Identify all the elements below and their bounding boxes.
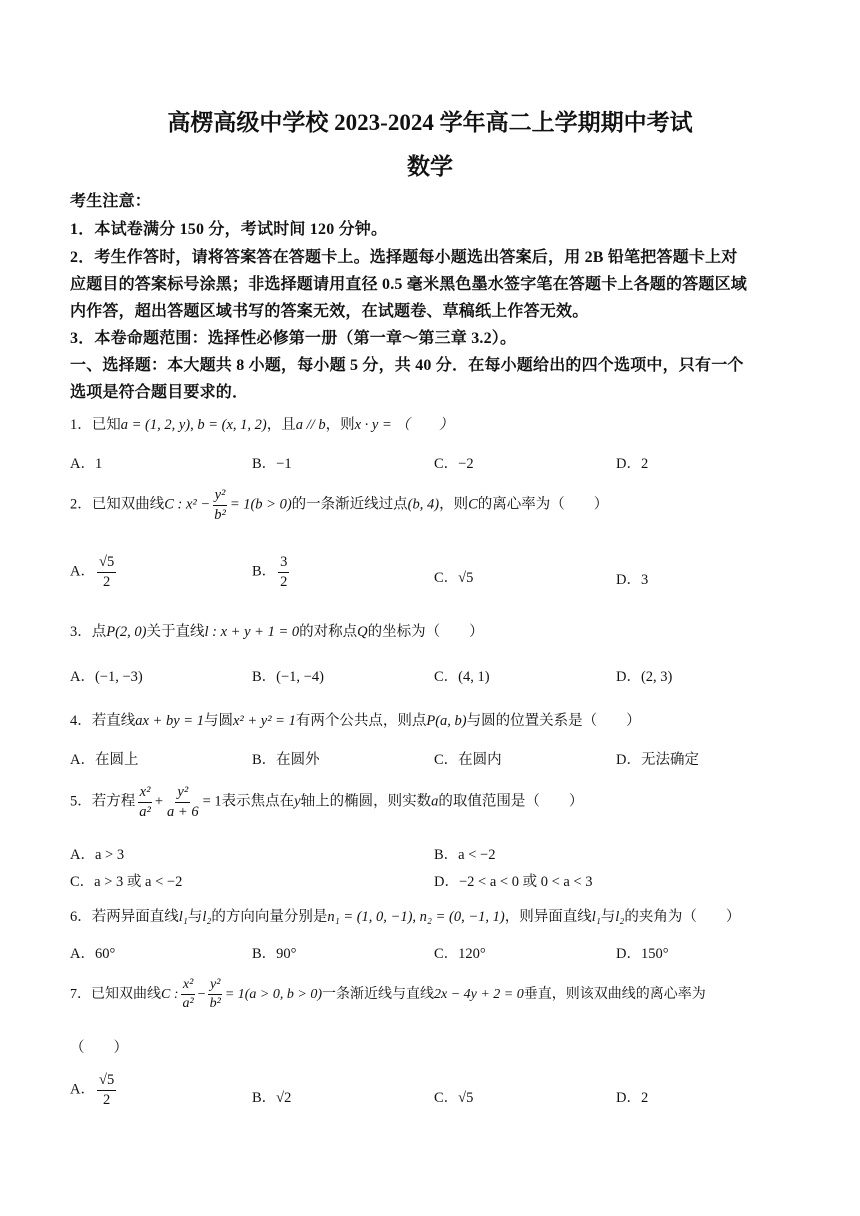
q3-option-a: A．(−1, −3) bbox=[70, 669, 143, 685]
q6-option-b: B．90° bbox=[252, 946, 297, 962]
q1-option-b: B．−1 bbox=[252, 456, 292, 472]
q5-option-c: C．a > 3 或 a < −2 bbox=[70, 874, 183, 890]
q4-tail: 有两个公共点，则点 bbox=[295, 713, 427, 729]
q5-mid: 表示焦点在 bbox=[221, 793, 295, 810]
q5-fraction-1 bbox=[137, 784, 153, 820]
q7-fraction-2 bbox=[208, 977, 223, 1012]
q1-option-a: A．1 bbox=[70, 456, 103, 472]
q7-end: 垂直，则该双曲线的离心率为 bbox=[523, 986, 706, 1002]
q5-frac1-den: a² bbox=[139, 803, 151, 820]
q3-end: 的坐标为（ ） bbox=[367, 624, 484, 640]
q5-frac1-num: x² bbox=[138, 784, 153, 803]
q2-option-a-den: 2 bbox=[102, 573, 111, 590]
notice-item-1: 1．本试卷满分 150 分，考试时间 120 分钟。 bbox=[70, 221, 388, 238]
q7-option-a-den: 2 bbox=[102, 1091, 111, 1108]
q2-tail: ，则 bbox=[439, 496, 469, 513]
q3-q: Q bbox=[357, 624, 368, 640]
q4-line: ax + by = 1 bbox=[135, 713, 204, 729]
q7-frac1-den: a² bbox=[182, 996, 194, 1012]
section-heading-line-1: 一、选择题：本大题共 8 小题，每小题 5 分，共 40 分．在每小题给出的四个选项中，只有一个 bbox=[70, 357, 744, 374]
q6-l2-b: l₂ bbox=[615, 909, 625, 925]
q7-option-c: C．√5 bbox=[434, 1090, 474, 1106]
question-4 bbox=[70, 709, 641, 730]
q2-option-a-fraction bbox=[97, 554, 116, 590]
exam-subject: 数学 bbox=[407, 154, 453, 179]
q2-option-b-fraction bbox=[278, 554, 289, 590]
q3-tail: 的对称点 bbox=[299, 624, 358, 640]
question-5 bbox=[70, 784, 583, 820]
q7-fraction-1 bbox=[181, 977, 196, 1012]
q7-mid: 一条渐近线与直线 bbox=[321, 986, 434, 1002]
q2-option-b bbox=[252, 554, 291, 590]
q1-prefix: 1．已知 bbox=[70, 417, 121, 433]
q2-option-b-den: 2 bbox=[280, 573, 288, 590]
q1-option-d: D．2 bbox=[616, 456, 649, 472]
question-6 bbox=[70, 905, 740, 926]
q4-option-b: B．在圆外 bbox=[252, 752, 320, 768]
q3-option-d: D．(2, 3) bbox=[616, 669, 673, 685]
q1-tail: ，则 bbox=[325, 417, 355, 433]
q4-circle: x² + y² = 1 bbox=[232, 713, 296, 729]
q5-prefix: 5．若方程 bbox=[70, 793, 136, 810]
q2-option-c-value: √5 bbox=[458, 570, 474, 586]
q6-mid: 的方向向量分别是 bbox=[211, 909, 328, 925]
notice-item-3: 3．本卷命题范围：选择性必修第一册（第一章～第三章 3.2）。 bbox=[70, 330, 517, 347]
q7-frac2-num: y² bbox=[208, 977, 222, 995]
q6-tail: ，则异面直线 bbox=[504, 909, 592, 925]
q4-option-a: A．在圆上 bbox=[70, 752, 139, 768]
q4-option-d: D．无法确定 bbox=[616, 752, 699, 768]
q7-option-d: D．2 bbox=[616, 1090, 649, 1106]
q2-option-d: D．3 bbox=[616, 572, 649, 588]
q6-l1: l₁ bbox=[178, 909, 188, 925]
q5-fraction-2 bbox=[165, 784, 201, 820]
q7-option-a bbox=[70, 1072, 118, 1108]
q6-prefix: 6．若两异面直线 bbox=[70, 909, 179, 925]
q6-l2: l₂ bbox=[202, 909, 212, 925]
q2-option-a bbox=[70, 554, 118, 590]
q2-option-b-label: B． bbox=[252, 563, 277, 580]
q2-end: 的离心率为（ ） bbox=[477, 496, 609, 513]
q1-vectors: a = (1, 2, y), b = (x, 1, 2) bbox=[120, 417, 267, 433]
q2-curve-lhs: C : x² − bbox=[164, 496, 211, 513]
q2-prefix: 2．已知双曲线 bbox=[70, 496, 165, 513]
notice-item-2-line-3: 内作答，超出答题区域书写的答案无效，在试题卷、草稿纸上作答无效。 bbox=[70, 303, 589, 320]
q6-end: 的夹角为（ ） bbox=[624, 909, 741, 925]
question-3 bbox=[70, 620, 484, 641]
q6-with: 与 bbox=[187, 909, 203, 925]
q7-frac2-den: b² bbox=[209, 996, 221, 1012]
q2-option-a-label: A． bbox=[70, 563, 95, 580]
q2-fraction bbox=[212, 487, 228, 523]
q1-condition: a // b bbox=[295, 417, 326, 433]
q7-option-a-num: √5 bbox=[97, 1072, 116, 1091]
q6-option-d: D．150° bbox=[616, 946, 669, 962]
q2-frac-den: b² bbox=[214, 506, 226, 523]
question-7 bbox=[70, 977, 706, 1012]
q5-frac2-den: a + 6 bbox=[167, 803, 199, 820]
q3-point: P(2, 0) bbox=[106, 624, 147, 640]
q2-option-c bbox=[434, 566, 473, 587]
notice-item-2-line-2: 应题目的答案标号涂黑；非选择题请用直径 0.5 毫米黑色墨水签字笔在答题卡上各题的答题区域 bbox=[70, 276, 748, 293]
q5-option-b: B．a < −2 bbox=[434, 847, 496, 863]
notice-heading: 考生注意： bbox=[70, 193, 152, 210]
question-1 bbox=[70, 413, 453, 434]
q1-mid: ，且 bbox=[266, 417, 296, 433]
q7-answer-paren: （ ） bbox=[70, 1040, 128, 1056]
q2-c: C bbox=[468, 496, 478, 513]
q2-curve-rhs: = 1(b > 0) bbox=[229, 496, 292, 513]
q2-point: (b, 4) bbox=[407, 496, 440, 513]
q4-mid: 与圆 bbox=[203, 713, 233, 729]
q5-eq: = 1 bbox=[202, 793, 222, 810]
q7-prefix: 7．已知双曲线 bbox=[70, 986, 161, 1002]
q5-option-d: D．−2 < a < 0 或 0 < a < 3 bbox=[434, 874, 593, 890]
q7-c: C : bbox=[161, 986, 179, 1002]
q1-expression: x · y = （ ） bbox=[354, 417, 454, 433]
q6-with-b: 与 bbox=[600, 909, 616, 925]
q2-mid: 的一条渐近线过点 bbox=[291, 496, 408, 513]
q6-vectors: n₁ = (1, 0, −1), n₂ = (0, −1, 1) bbox=[327, 909, 505, 925]
q5-a: a bbox=[431, 793, 439, 810]
q4-option-c: C．在圆内 bbox=[434, 752, 502, 768]
section-heading-line-2: 选项是符合题目要求的． bbox=[70, 384, 249, 401]
q3-mid: 关于直线 bbox=[146, 624, 205, 640]
q7-option-b: B．√2 bbox=[252, 1090, 292, 1106]
q2-frac-num: y² bbox=[213, 487, 228, 506]
q3-option-b: B．(−1, −4) bbox=[252, 669, 324, 685]
q4-point: P(a, b) bbox=[426, 713, 467, 729]
q7-frac1-num: x² bbox=[181, 977, 195, 995]
q5-tail: 轴上的椭圆，则实数 bbox=[300, 793, 432, 810]
q5-y: y bbox=[294, 793, 301, 810]
q5-frac2-num: y² bbox=[175, 784, 190, 803]
q5-plus: + bbox=[154, 793, 164, 810]
q3-prefix: 3．点 bbox=[70, 624, 107, 640]
q7-line: 2x − 4y + 2 = 0 bbox=[433, 986, 524, 1002]
q4-prefix: 4．若直线 bbox=[70, 713, 136, 729]
q3-line: l : x + y + 1 = 0 bbox=[204, 624, 300, 640]
question-2 bbox=[70, 487, 608, 523]
q6-option-c: C．120° bbox=[434, 946, 486, 962]
q1-option-c: C．−2 bbox=[434, 456, 474, 472]
exam-title: 高楞高级中学校 2023-2024 学年高二上学期期中考试 bbox=[167, 110, 693, 135]
q2-option-c-label: C． bbox=[434, 570, 459, 586]
q7-minus: − bbox=[197, 986, 206, 1002]
q4-end: 与圆的位置关系是（ ） bbox=[466, 713, 641, 729]
q5-end: 的取值范围是（ ） bbox=[438, 793, 584, 810]
q7-option-a-label: A． bbox=[70, 1081, 95, 1098]
q7-rhs: = 1(a > 0, b > 0) bbox=[224, 986, 322, 1002]
q6-l1-b: l₁ bbox=[591, 909, 601, 925]
q2-option-a-num: √5 bbox=[97, 554, 116, 573]
q6-option-a: A．60° bbox=[70, 946, 116, 962]
notice-item-2-line-1: 2．考生作答时，请将答案答在答题卡上。选择题每小题选出答案后，用 2B 铅笔把答题卡上对 bbox=[70, 249, 738, 266]
q5-option-a: A．a > 3 bbox=[70, 847, 125, 863]
q2-option-b-num: 3 bbox=[278, 554, 289, 573]
q7-option-a-fraction bbox=[97, 1072, 116, 1108]
q3-option-c: C．(4, 1) bbox=[434, 669, 490, 685]
